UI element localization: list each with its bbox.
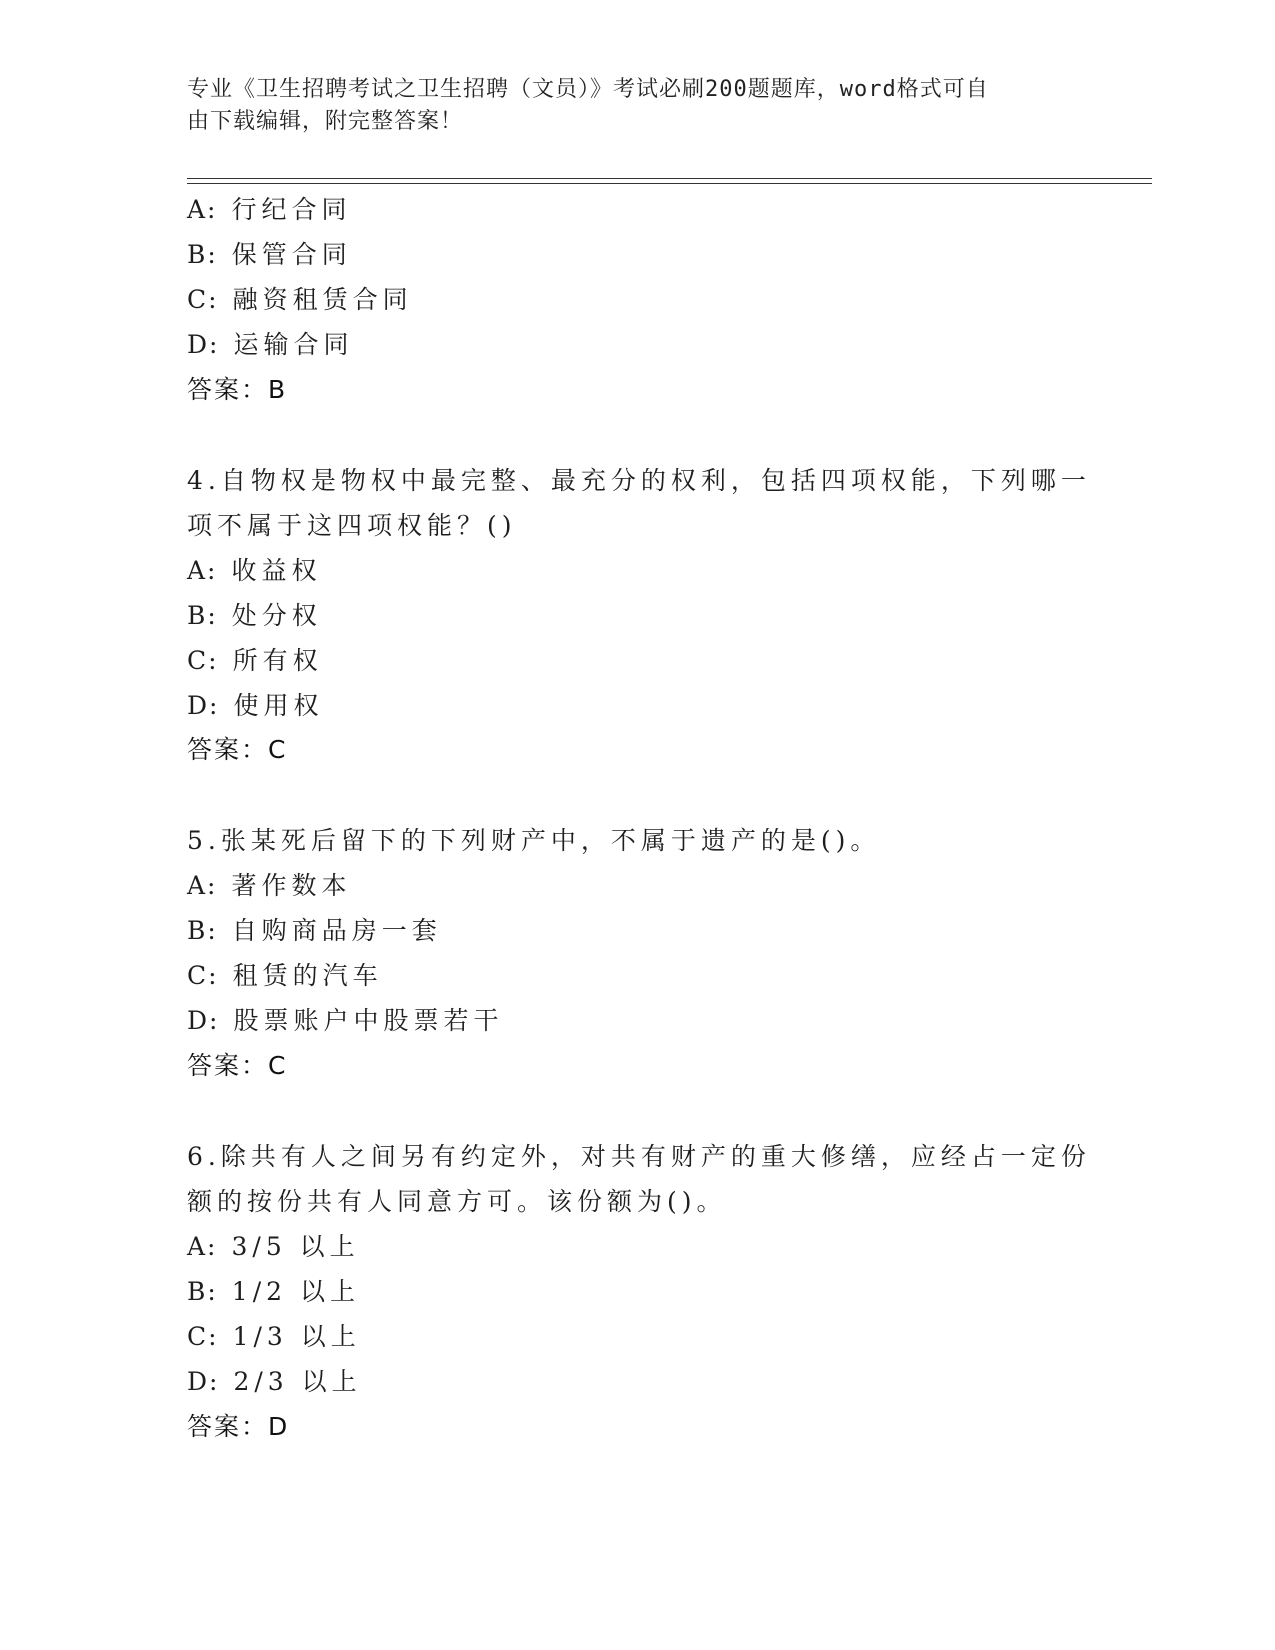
q6-option-b [187,1276,360,1308]
q3-option-b [187,239,352,271]
q6-stem-line-1: 6.除共有人之间另有约定外，对共有财产的重大修缮，应经占一定份 [187,1142,1091,1171]
option-text: 运输合同 [233,330,354,359]
q4-option-b [187,600,322,632]
q5-option-b [187,915,442,947]
q5-stem-line-1: 5.张某死后留下的下列财产中，不属于遗产的是()。 [187,826,881,855]
option-letter: B: [187,1277,218,1306]
option-letter: C: [187,961,219,990]
option-text: 1/2 以上 [231,1277,360,1306]
option-text: 2/3 以上 [233,1367,362,1396]
q6-answer: 答案：D [187,1412,290,1441]
option-letter: D: [187,1367,220,1396]
q3-option-a [187,194,352,226]
option-text: 3/5 以上 [231,1232,360,1261]
option-letter: B: [187,601,218,630]
option-text: 保管合同 [231,240,352,269]
document-header [187,74,1067,138]
option-text: 处分权 [231,601,322,630]
option-letter: C: [187,1322,219,1351]
option-text: 自购商品房一套 [231,916,442,945]
option-text: 著作数本 [231,871,352,900]
option-text: 行纪合同 [231,195,352,224]
option-text: 收益权 [231,556,322,585]
q6-option-a [187,1231,360,1263]
option-letter: B: [187,240,218,269]
option-letter: C: [187,285,219,314]
q4-option-d [187,690,323,722]
q5-option-c [187,960,383,992]
option-letter: B: [187,916,218,945]
header-divider-bottom [187,183,1152,184]
option-letter: C: [187,646,219,675]
option-letter: A: [187,1232,218,1261]
q4-stem-line-2: 项不属于这四项权能？() [187,511,517,540]
option-letter: A: [187,556,218,585]
header-line-1: 专业《卫生招聘考试之卫生招聘（文员）》考试必刷200题题库，word格式可自 [187,77,989,102]
option-text: 所有权 [232,646,323,675]
option-text: 融资租赁合同 [232,285,413,314]
option-text: 租赁的汽车 [232,961,383,990]
q4-option-c [187,645,323,677]
header-line-2: 由下载编辑，附完整答案！ [187,109,464,134]
q4-option-a [187,555,322,587]
q6-stem-line-2: 额的按份共有人同意方可。该份额为()。 [187,1187,727,1216]
q5-answer: 答案：C [187,1051,288,1080]
option-text: 使用权 [233,691,324,720]
q4-stem-line-1: 4.自物权是物权中最完整、最充分的权利，包括四项权能，下列哪一 [187,466,1091,495]
option-letter: A: [187,195,218,224]
q4-answer: 答案：C [187,735,288,764]
option-letter: D: [187,1006,220,1035]
option-letter: D: [187,330,220,359]
q6-option-c [187,1321,361,1353]
header-divider-top [187,178,1152,179]
q5-option-a [187,870,352,902]
option-letter: D: [187,691,220,720]
option-letter: A: [187,871,218,900]
option-text: 股票账户中股票若干 [233,1006,504,1035]
q5-option-d [187,1005,503,1037]
q3-option-c [187,284,413,316]
option-text: 1/3 以上 [232,1322,361,1351]
q3-answer: 答案：B [187,375,288,404]
q6-option-d [187,1366,362,1398]
q3-option-d [187,329,353,361]
